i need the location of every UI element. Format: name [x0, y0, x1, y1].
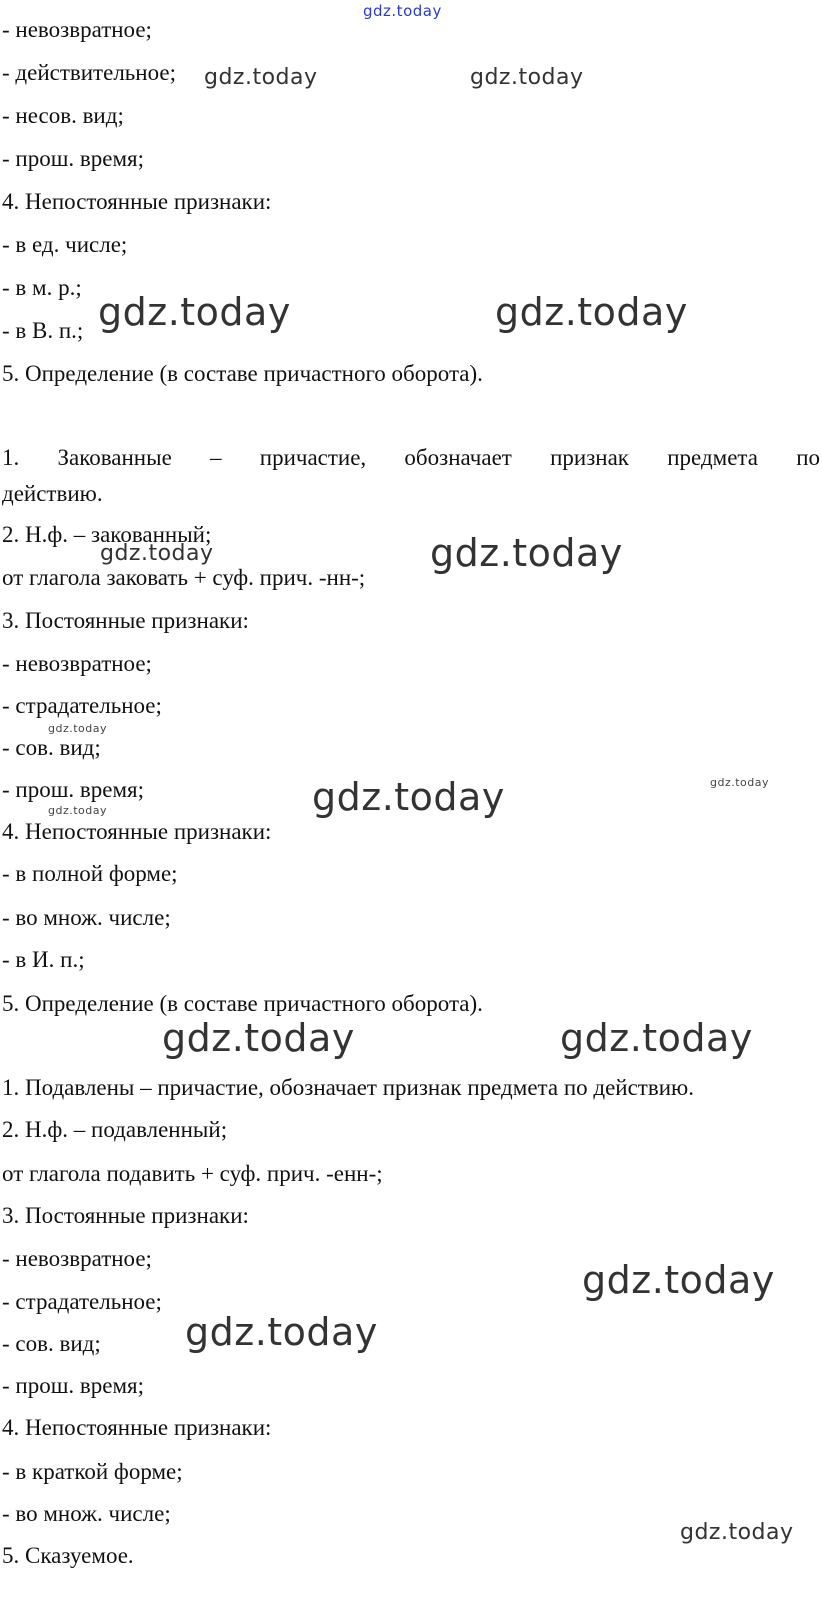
watermark: gdz.today — [680, 1520, 794, 1545]
section-heading: 4. Непостоянные признаки: — [2, 189, 272, 214]
text-line: - в И. п.; — [2, 947, 85, 972]
watermark: gdz.today — [162, 1016, 355, 1060]
watermark: gdz.today — [48, 804, 108, 817]
text-line: - прош. время; — [2, 146, 145, 171]
text-line: - страдательное; — [2, 693, 162, 718]
watermark: gdz.today — [185, 1310, 378, 1354]
watermark: gdz.today — [582, 1258, 775, 1302]
text-line: - в краткой форме; — [2, 1459, 183, 1484]
watermark: gdz.today — [560, 1016, 753, 1060]
text-line: - в В. п.; — [2, 318, 84, 343]
watermark: gdz.today — [430, 531, 623, 575]
watermark: gdz.today — [312, 775, 505, 819]
text-line: - прош. время; — [2, 777, 145, 802]
watermark: gdz.today — [98, 290, 291, 334]
text-line: - во множ. числе; — [2, 1501, 171, 1526]
text-line: - невозвратное; — [2, 17, 152, 42]
section-heading: 4. Непостоянные признаки: — [2, 1415, 272, 1440]
text-line: - в полной форме; — [2, 861, 178, 886]
text-line: 2. Н.ф. – закованный; — [2, 522, 212, 547]
section-heading: 3. Постоянные признаки: — [2, 1203, 249, 1228]
section-heading: 4. Непостоянные признаки: — [2, 819, 272, 844]
text-line: - действительное; — [2, 60, 176, 85]
text-line: - прош. время; — [2, 1373, 145, 1398]
text-line: - в ед. числе; — [2, 232, 128, 257]
text-line: - во множ. числе; — [2, 905, 171, 930]
text-line: - сов. вид; — [2, 735, 101, 760]
text-line: от глагола подавить + суф. прич. -енн-; — [2, 1161, 383, 1186]
watermark: gdz.today — [48, 722, 108, 735]
text-line: - сов. вид; — [2, 1331, 101, 1356]
text-line: - страдательное; — [2, 1289, 162, 1314]
watermark: gdz.today — [363, 2, 442, 20]
paragraph-start: 1. Закованные – причастие, обозначает признак предмета по — [2, 445, 820, 470]
text-line: - невозвратное; — [2, 1246, 152, 1271]
paragraph-start: 1. Подавлены – причастие, обозначает признак предмета по действию. — [2, 1075, 694, 1100]
watermark: gdz.today — [710, 776, 770, 789]
text-line: от глагола заковать + суф. прич. -нн-; — [2, 565, 366, 590]
watermark: gdz.today — [470, 65, 584, 90]
watermark: gdz.today — [495, 290, 688, 334]
section-heading: 3. Постоянные признаки: — [2, 608, 249, 633]
text-line: 2. Н.ф. – подавленный; — [2, 1117, 228, 1142]
text-line: действию. — [2, 481, 103, 506]
text-line: 5. Определение (в составе причастного оборота). — [2, 991, 483, 1016]
text-line: 5. Определение (в составе причастного оборота). — [2, 361, 483, 386]
text-line: - в м. р.; — [2, 275, 82, 300]
text-line: - невозвратное; — [2, 651, 152, 676]
text-line: - несов. вид; — [2, 103, 124, 128]
watermark: gdz.today — [100, 541, 214, 566]
watermark: gdz.today — [204, 65, 318, 90]
text-line: 5. Сказуемое. — [2, 1543, 134, 1568]
